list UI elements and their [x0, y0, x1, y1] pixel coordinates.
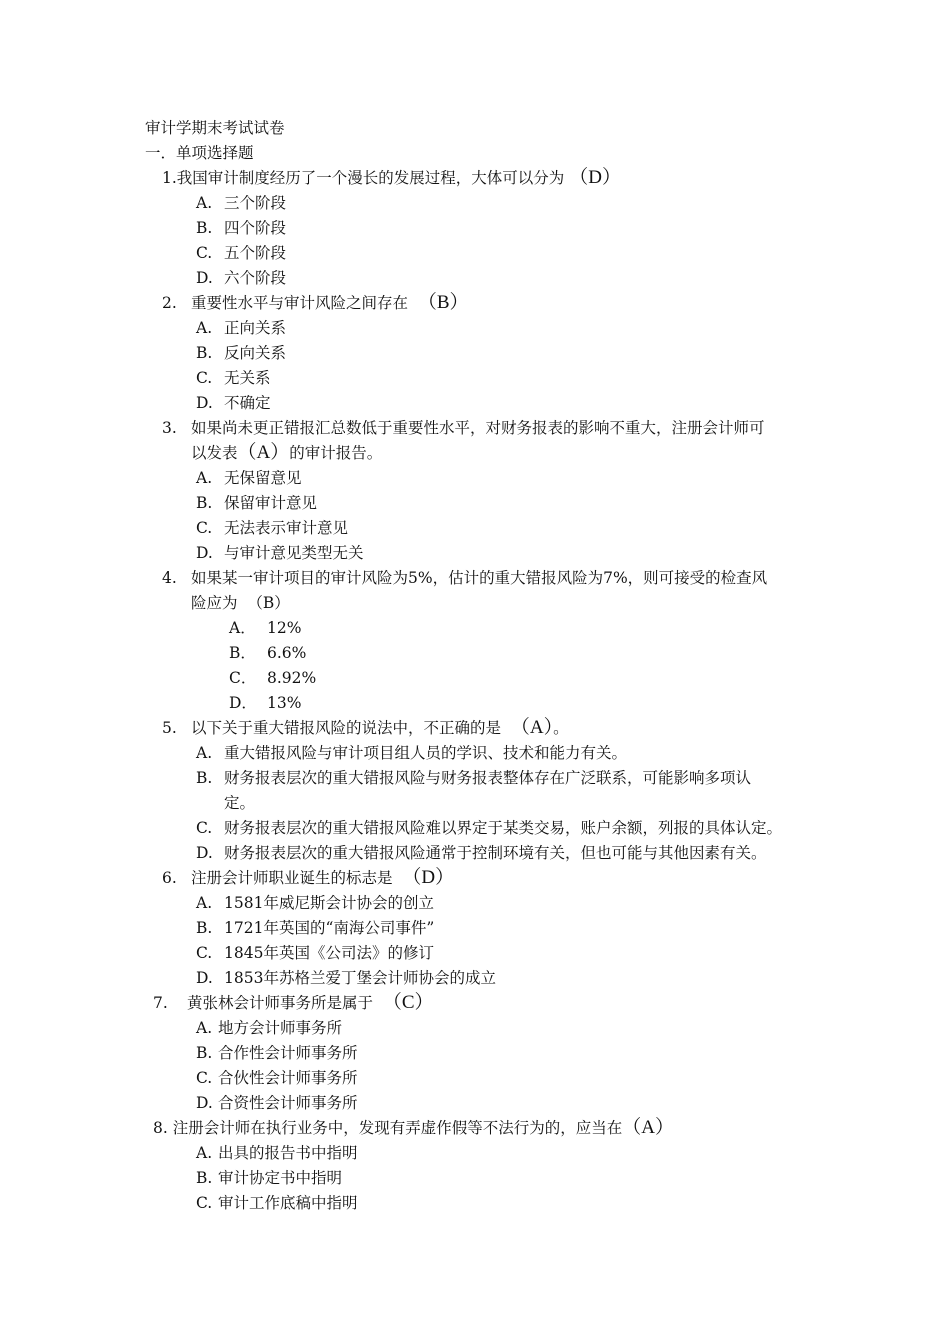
option-label: B. — [196, 494, 213, 512]
option-label: A. — [196, 1144, 213, 1162]
question-8-stem — [153, 1118, 674, 1138]
option-label: B. — [196, 1044, 213, 1062]
option-text: 财务报表层次的重大错报风险通常于控制环境有关，但也可能与其他因素有关。 — [224, 844, 767, 862]
option-text: 反向关系 — [224, 344, 287, 362]
option-text: 出具的报告书中指明 — [218, 1144, 358, 1162]
option-text: 不确定 — [224, 394, 271, 412]
option-label: B. — [196, 919, 213, 937]
option-label: A. — [196, 894, 213, 912]
question-3-stem-line2 — [191, 443, 382, 463]
option-text: 合伙性会计师事务所 — [218, 1069, 358, 1087]
option-label: D. — [196, 844, 213, 862]
option-label: C. — [196, 244, 213, 262]
option-label: C. — [196, 369, 213, 387]
option-label: D. — [196, 969, 213, 987]
question-number: 2. — [162, 294, 177, 312]
option-text: 四个阶段 — [224, 219, 287, 237]
question-stem-text: 黄张林会计师事务所是属于 — [187, 994, 374, 1012]
answer-label: （A） — [622, 1117, 674, 1138]
option-label: A. — [196, 319, 213, 337]
option-label: A. — [196, 469, 213, 487]
question-4-stem-line2 — [191, 593, 290, 613]
question-3-stem-line1: 如果尚未更正错报汇总数低于重要性水平，对财务报表的影响不重大，注册会计师可 — [191, 419, 765, 437]
option-label: B. — [196, 769, 213, 787]
option-text: 合资性会计师事务所 — [218, 1094, 358, 1112]
option-label: C. — [196, 1069, 213, 1087]
option-text: 1845年英国《公司法》的修订 — [224, 944, 434, 962]
question-stem-text: 以下关于重大错报风险的说法中，不正确的是 — [191, 719, 502, 737]
answer-label: （D） — [569, 167, 621, 188]
answer-label: （C） — [382, 992, 434, 1013]
option-text: 1853年苏格兰爱丁堡会计师协会的成立 — [224, 969, 496, 987]
question-5-stem — [191, 718, 569, 738]
option-text: 1721年英国的“南海公司事件” — [224, 919, 435, 937]
option-label: C. — [196, 519, 213, 537]
option-label: D. — [196, 1094, 213, 1112]
option-text: 与审计意见类型无关 — [224, 544, 364, 562]
page-title: 审计学期末考试试卷 — [145, 119, 285, 137]
option-label: A. — [196, 744, 213, 762]
answer-label: （A） — [510, 717, 554, 738]
option-label: C． — [229, 669, 257, 687]
option-label: C. — [196, 944, 213, 962]
question-stem-text: 注册会计师职业诞生的标志是 — [191, 869, 393, 887]
option-label: D. — [196, 394, 213, 412]
option-text: 正向关系 — [224, 319, 287, 337]
option-text: 6.6% — [267, 644, 307, 662]
option-text-continued: 定。 — [224, 794, 256, 812]
option-text: 重大错报风险与审计项目组人员的学识、技术和能力有关。 — [224, 744, 628, 762]
option-label: D. — [196, 544, 213, 562]
option-label: B． — [229, 644, 256, 662]
option-label: B. — [196, 219, 213, 237]
option-text: 无保留意见 — [224, 469, 302, 487]
question-number: 7. — [153, 994, 168, 1012]
question-stem-text: 。 — [553, 719, 569, 737]
answer-label: （A） — [237, 442, 290, 463]
option-label: D. — [196, 269, 213, 287]
question-6-stem — [191, 868, 454, 888]
option-text: 审计工作底稿中指明 — [218, 1194, 358, 1212]
option-text: 无法表示审计意见 — [224, 519, 349, 537]
question-stem-text: 重要性水平与审计风险之间存在 — [191, 294, 409, 312]
option-label: B. — [196, 1169, 213, 1187]
question-number: 6. — [162, 869, 177, 887]
option-text: 五个阶段 — [224, 244, 287, 262]
question-number: 5. — [162, 719, 177, 737]
option-label: C. — [196, 819, 213, 837]
question-2-stem — [191, 293, 469, 313]
question-stem-text: 以发表 — [191, 444, 238, 462]
option-text: 合作性会计师事务所 — [218, 1044, 358, 1062]
question-stem-text: 1.我国审计制度经历了一个漫长的发展过程，大体可以分为 — [162, 169, 565, 187]
question-1-stem — [162, 168, 621, 188]
question-number: 4. — [162, 569, 177, 587]
question-4-stem-line1: 如果某一审计项目的审计风险为5%，估计的重大错报风险为7%，则可接受的检查风 — [191, 569, 768, 587]
option-text: 六个阶段 — [224, 269, 287, 287]
option-text: 无关系 — [224, 369, 271, 387]
option-label: A． — [229, 619, 256, 637]
section-heading: 一．单项选择题 — [145, 144, 254, 162]
option-text: 地方会计师事务所 — [218, 1019, 343, 1037]
option-label: A. — [196, 194, 213, 212]
answer-label: （B） — [417, 292, 469, 313]
option-text: 保留审计意见 — [224, 494, 318, 512]
option-label: A. — [196, 1019, 213, 1037]
answer-label: （D） — [402, 867, 455, 888]
option-text: 三个阶段 — [224, 194, 287, 212]
answer-label: （B） — [247, 594, 290, 612]
question-7-stem — [187, 993, 434, 1013]
option-text: 12% — [267, 619, 302, 637]
question-stem-text: 险应为 — [191, 594, 238, 612]
option-text: 财务报表层次的重大错报风险与财务报表整体存在广泛联系，可能影响多项认 — [224, 769, 752, 787]
option-label: B. — [196, 344, 213, 362]
option-label: C. — [196, 1194, 213, 1212]
question-number: 3. — [162, 419, 177, 437]
option-text: 审计协定书中指明 — [218, 1169, 343, 1187]
question-stem-text: 的审计报告。 — [289, 444, 383, 462]
option-label: D． — [229, 694, 257, 712]
question-stem-text: 8. 注册会计师在执行业务中，发现有弄虚作假等不法行为的，应当在 — [153, 1119, 623, 1137]
option-text: 13% — [267, 694, 302, 712]
option-text: 1581年威尼斯会计协会的创立 — [224, 894, 434, 912]
option-text: 8.92% — [267, 669, 317, 687]
option-text: 财务报表层次的重大错报风险难以界定于某类交易，账户余额，列报的具体认定。 — [224, 819, 783, 837]
